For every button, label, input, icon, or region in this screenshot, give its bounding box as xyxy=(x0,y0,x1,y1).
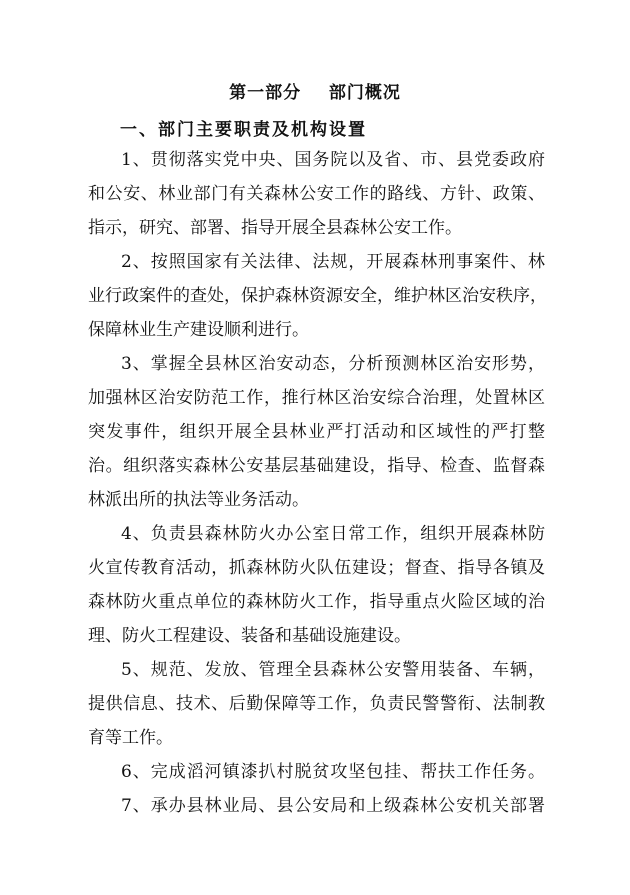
paragraph-line: 突发事件，组织开展全县林业严打活动和区域性的严打整 xyxy=(88,422,545,442)
paragraph-line: 加强林区治安防范工作，推行林区治安综合治理，处置林区 xyxy=(88,388,545,408)
paragraph-line: 指示，研究、部署、指导开展全县森林公安工作。 xyxy=(88,218,462,238)
paragraph-line: 森林防火重点单位的森林防火工作，指导重点火险区域的治 xyxy=(88,592,545,612)
page-title: 第一部分 部门概况 xyxy=(229,83,401,103)
paragraph-line: 4、负责县森林防火办公室日常工作，组织开展森林防 xyxy=(121,524,545,544)
paragraph-line: 林派出所的执法等业务活动。 xyxy=(88,490,309,510)
section-heading: 一、部门主要职责及机构设置 xyxy=(120,120,367,140)
paragraph-line: 1、贯彻落实党中央、国务院以及省、市、县党委政府 xyxy=(121,150,545,170)
paragraph-line: 7、承办县林业局、县公安局和上级森林公安机关部署 xyxy=(121,796,545,816)
paragraph-line: 5、规范、发放、管理全县森林公安警用装备、车辆， xyxy=(121,660,545,680)
paragraph-line: 2、按照国家有关法律、法规，开展森林刑事案件、林 xyxy=(121,252,545,272)
paragraph-line: 育等工作。 xyxy=(88,728,173,748)
paragraph-line: 理、防火工程建设、装备和基础设施建设。 xyxy=(88,626,411,646)
paragraph-line: 和公安、林业部门有关森林公安工作的路线、方针、政策、 xyxy=(88,184,545,204)
paragraph-line: 提供信息、技术、后勤保障等工作，负责民警警衔、法制教 xyxy=(88,694,545,714)
paragraph-line: 治。组织落实森林公安基层基础建设，指导、检查、监督森 xyxy=(88,456,545,476)
paragraph-line: 3、掌握全县林区治安动态，分析预测林区治安形势， xyxy=(121,354,545,374)
paragraph-line: 6、完成滔河镇漆扒村脱贫攻坚包挂、帮扶工作任务。 xyxy=(121,762,545,782)
paragraph-line: 业行政案件的查处，保护森林资源安全，维护林区治安秩序， xyxy=(88,286,547,306)
paragraph-line: 保障林业生产建设顺利进行。 xyxy=(88,320,309,340)
paragraph-line: 火宣传教育活动，抓森林防火队伍建设；督查、指导各镇及 xyxy=(88,558,545,578)
